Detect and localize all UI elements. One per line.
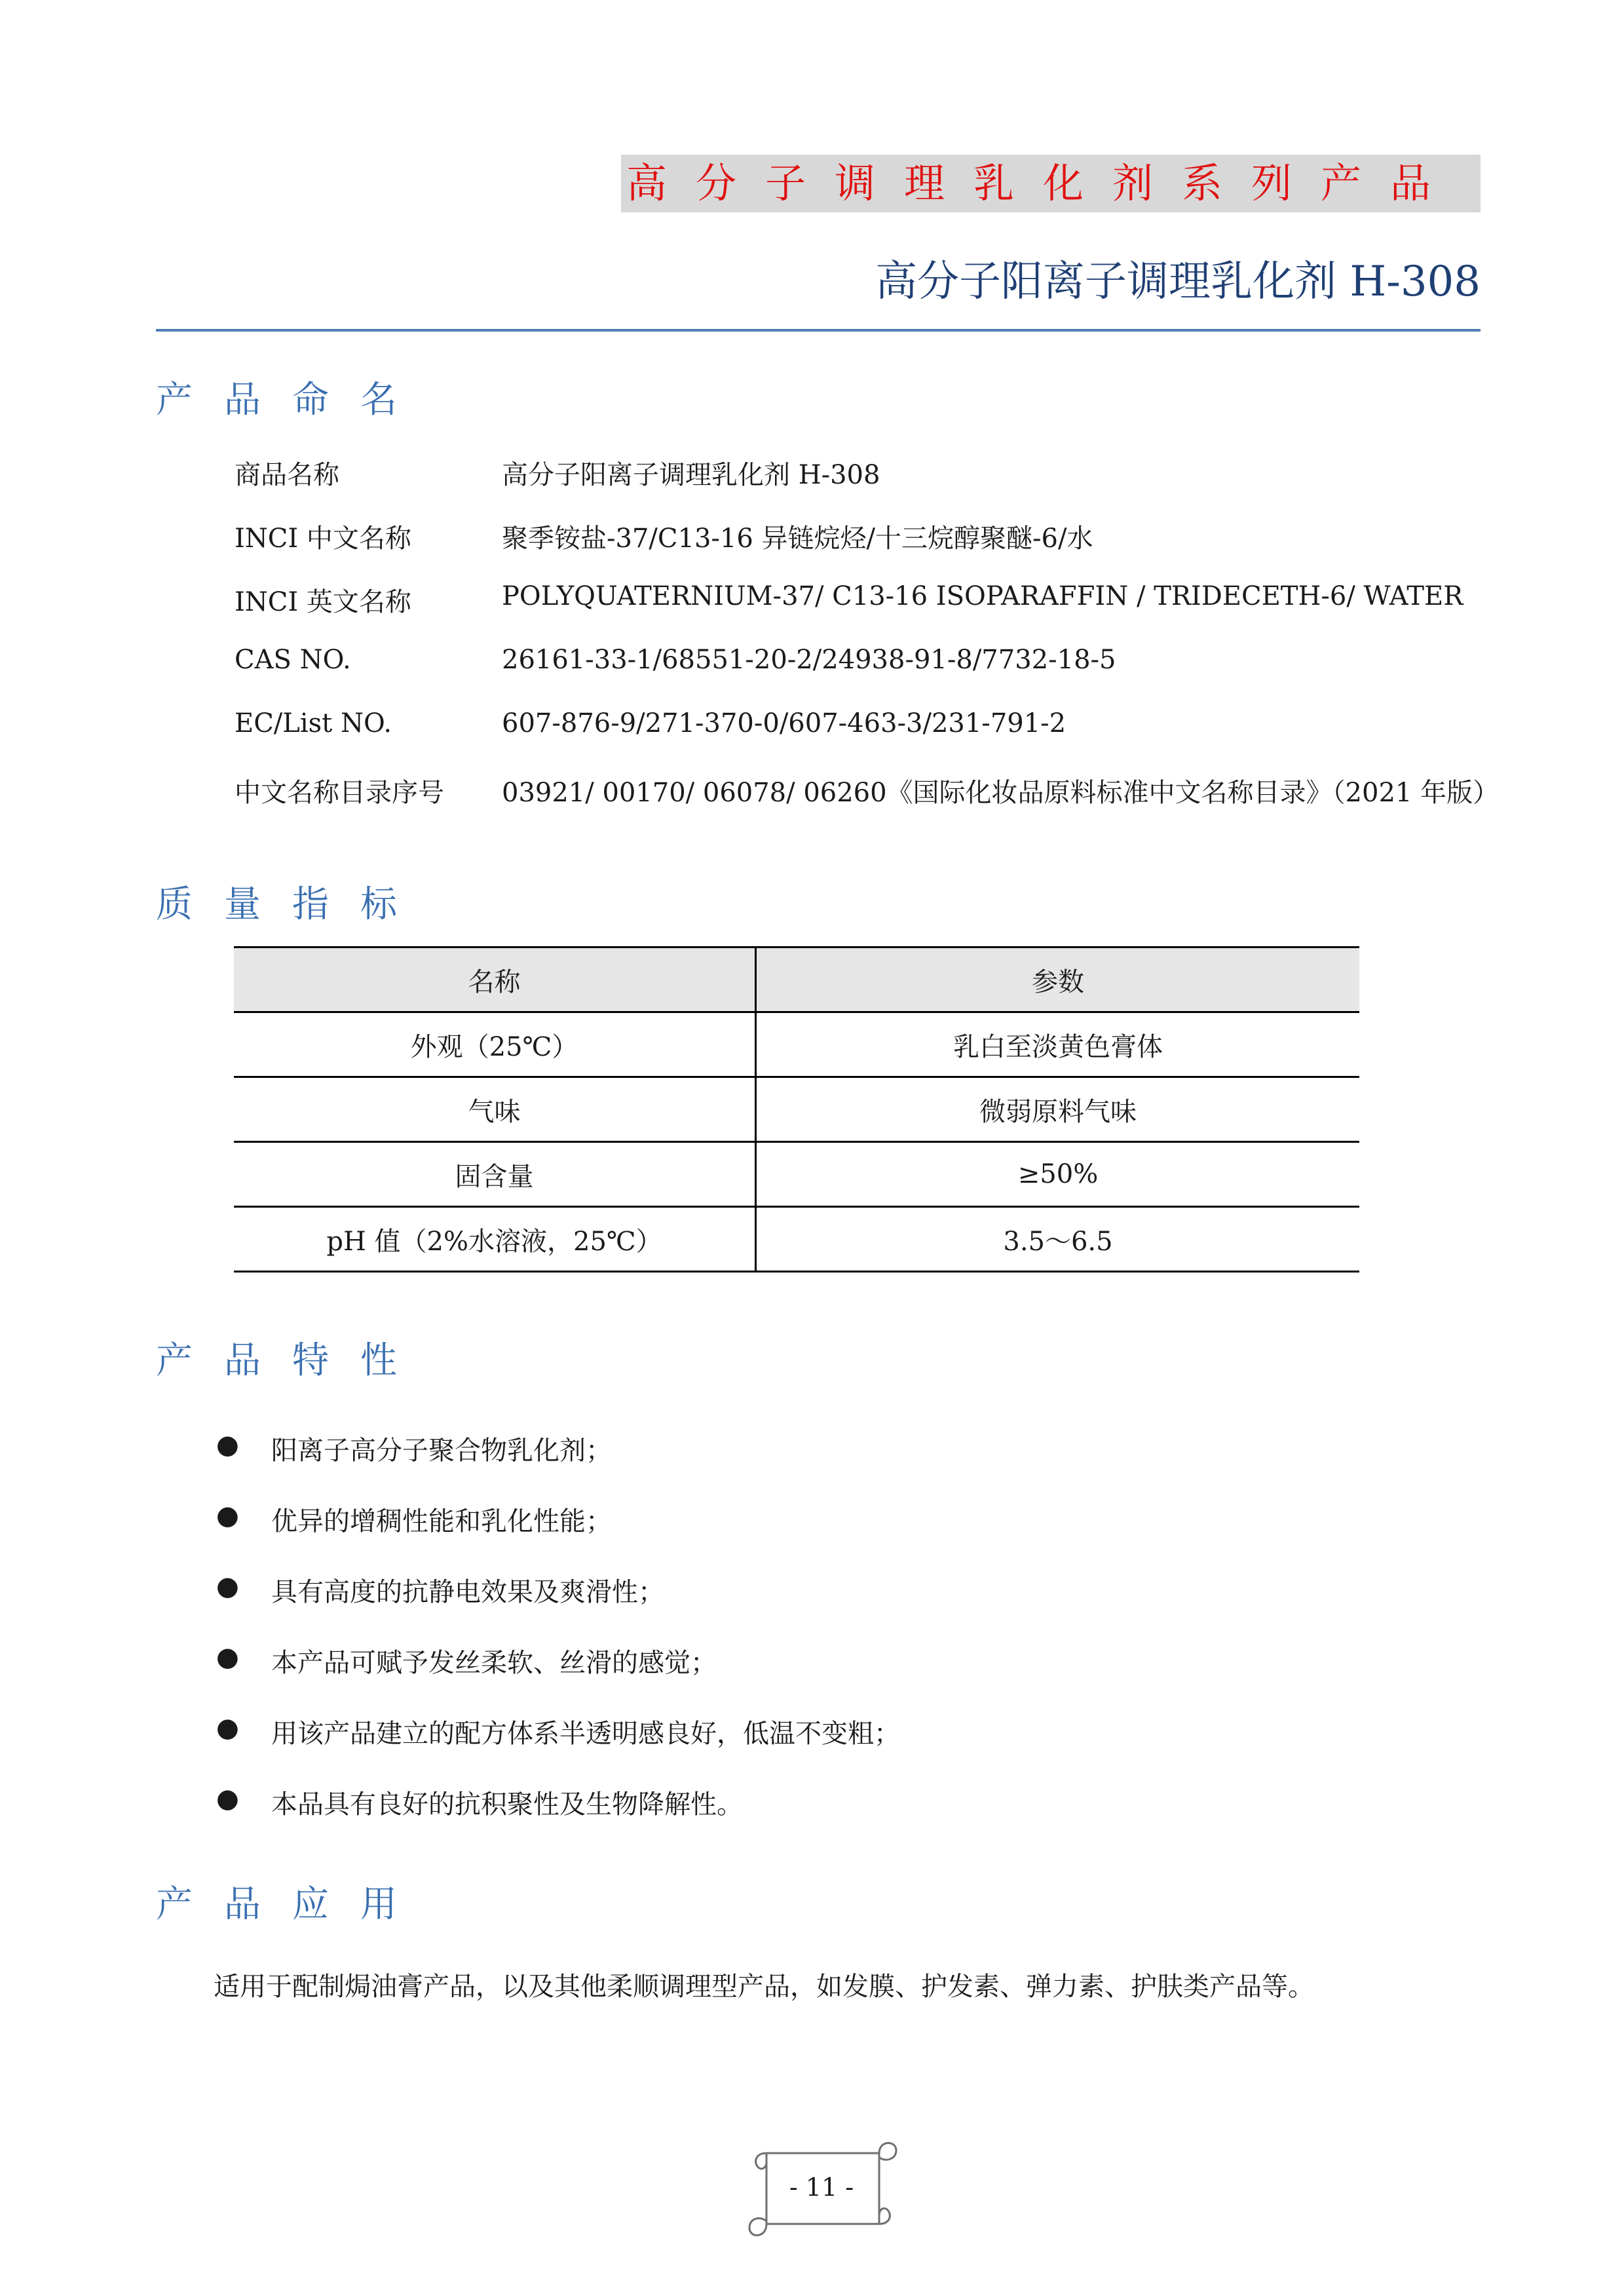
table-cell: pH 值（2%水溶液，25℃） <box>234 1207 756 1272</box>
page-number: - 11 - <box>789 2173 854 2202</box>
naming-value: 聚季铵盐-37/C13-16 异链烷烃/十三烷醇聚醚-6/水 <box>502 524 1093 554</box>
list-item-text: 本产品可赋予发丝柔软、丝滑的感觉； <box>271 1648 717 1678</box>
naming-label: INCI 英文名称 <box>235 587 411 617</box>
table-cell: 外观（25℃） <box>234 1012 756 1077</box>
application-text: 适用于配制焗油膏产品，以及其他柔顺调理型产品，如发膜、护发素、弹力素、护肤类产品等。 <box>214 1972 1314 2002</box>
table-row <box>234 1077 1359 1142</box>
bullet-icon: ● <box>216 1784 239 1814</box>
table-cell: ≥50% <box>756 1142 1360 1207</box>
bullet-icon: ● <box>216 1642 239 1672</box>
list-item-text: 用该产品建立的配方体系半透明感良好，低温不变粗； <box>271 1719 900 1749</box>
naming-value: 26161-33-1/68551-20-2/24938-91-8/7732-18-5 <box>502 645 1116 675</box>
list-item-text: 阳离子高分子聚合物乳化剂； <box>271 1436 612 1466</box>
section-heading-naming: 产品命名 <box>156 379 428 421</box>
naming-label: EC/List NO. <box>235 708 392 738</box>
table-cell: 微弱原料气味 <box>756 1077 1360 1142</box>
naming-label: 中文名称目录序号 <box>235 778 444 808</box>
bullet-icon: ● <box>216 1430 239 1460</box>
column-header-name: 名称 <box>234 947 756 1012</box>
section-heading-quality: 质量指标 <box>156 883 428 926</box>
list-item-text: 优异的增稠性能和乳化性能； <box>271 1506 612 1537</box>
naming-value: 03921/ 00170/ 06078/ 06260《国际化妆品原料标准中文名称目录》（2021 年版） <box>502 778 1500 808</box>
naming-label: INCI 中文名称 <box>235 524 411 554</box>
table-row <box>234 1142 1359 1207</box>
bullet-icon: ● <box>216 1713 239 1743</box>
section-heading-features: 产品特性 <box>156 1339 428 1382</box>
table-cell: 3.5～6.5 <box>756 1207 1360 1272</box>
table-header-row <box>234 947 1359 1012</box>
naming-value: POLYQUATERNIUM-37/ C13-16 ISOPARAFFIN / TRIDECETH-6/ WATER <box>502 581 1463 611</box>
product-title: 高分子阳离子调理乳化剂 H-308 <box>875 258 1481 306</box>
bullet-icon: ● <box>216 1571 239 1601</box>
section-heading-application: 产品应用 <box>156 1883 428 1926</box>
list-item-text: 本品具有良好的抗积聚性及生物降解性。 <box>271 1789 743 1820</box>
table-row <box>234 1012 1359 1077</box>
list-item-text: 具有高度的抗静电效果及爽滑性； <box>271 1577 664 1607</box>
naming-label: 商品名称 <box>235 460 339 490</box>
table-cell: 固含量 <box>234 1142 756 1207</box>
header-divider <box>156 329 1481 332</box>
bullet-icon: ● <box>216 1501 239 1531</box>
table-cell: 乳白至淡黄色膏体 <box>756 1012 1360 1077</box>
table-cell: 气味 <box>234 1077 756 1142</box>
naming-label: CAS NO. <box>235 645 351 675</box>
quality-table <box>234 946 1359 1272</box>
column-header-param: 参数 <box>756 947 1360 1012</box>
naming-value: 607-876-9/271-370-0/607-463-3/231-791-2 <box>502 708 1067 738</box>
table-row <box>234 1207 1359 1272</box>
series-banner: 高分子调理乳化剂系列产品 <box>621 155 1481 212</box>
naming-value: 高分子阳离子调理乳化剂 H-308 <box>502 460 880 490</box>
